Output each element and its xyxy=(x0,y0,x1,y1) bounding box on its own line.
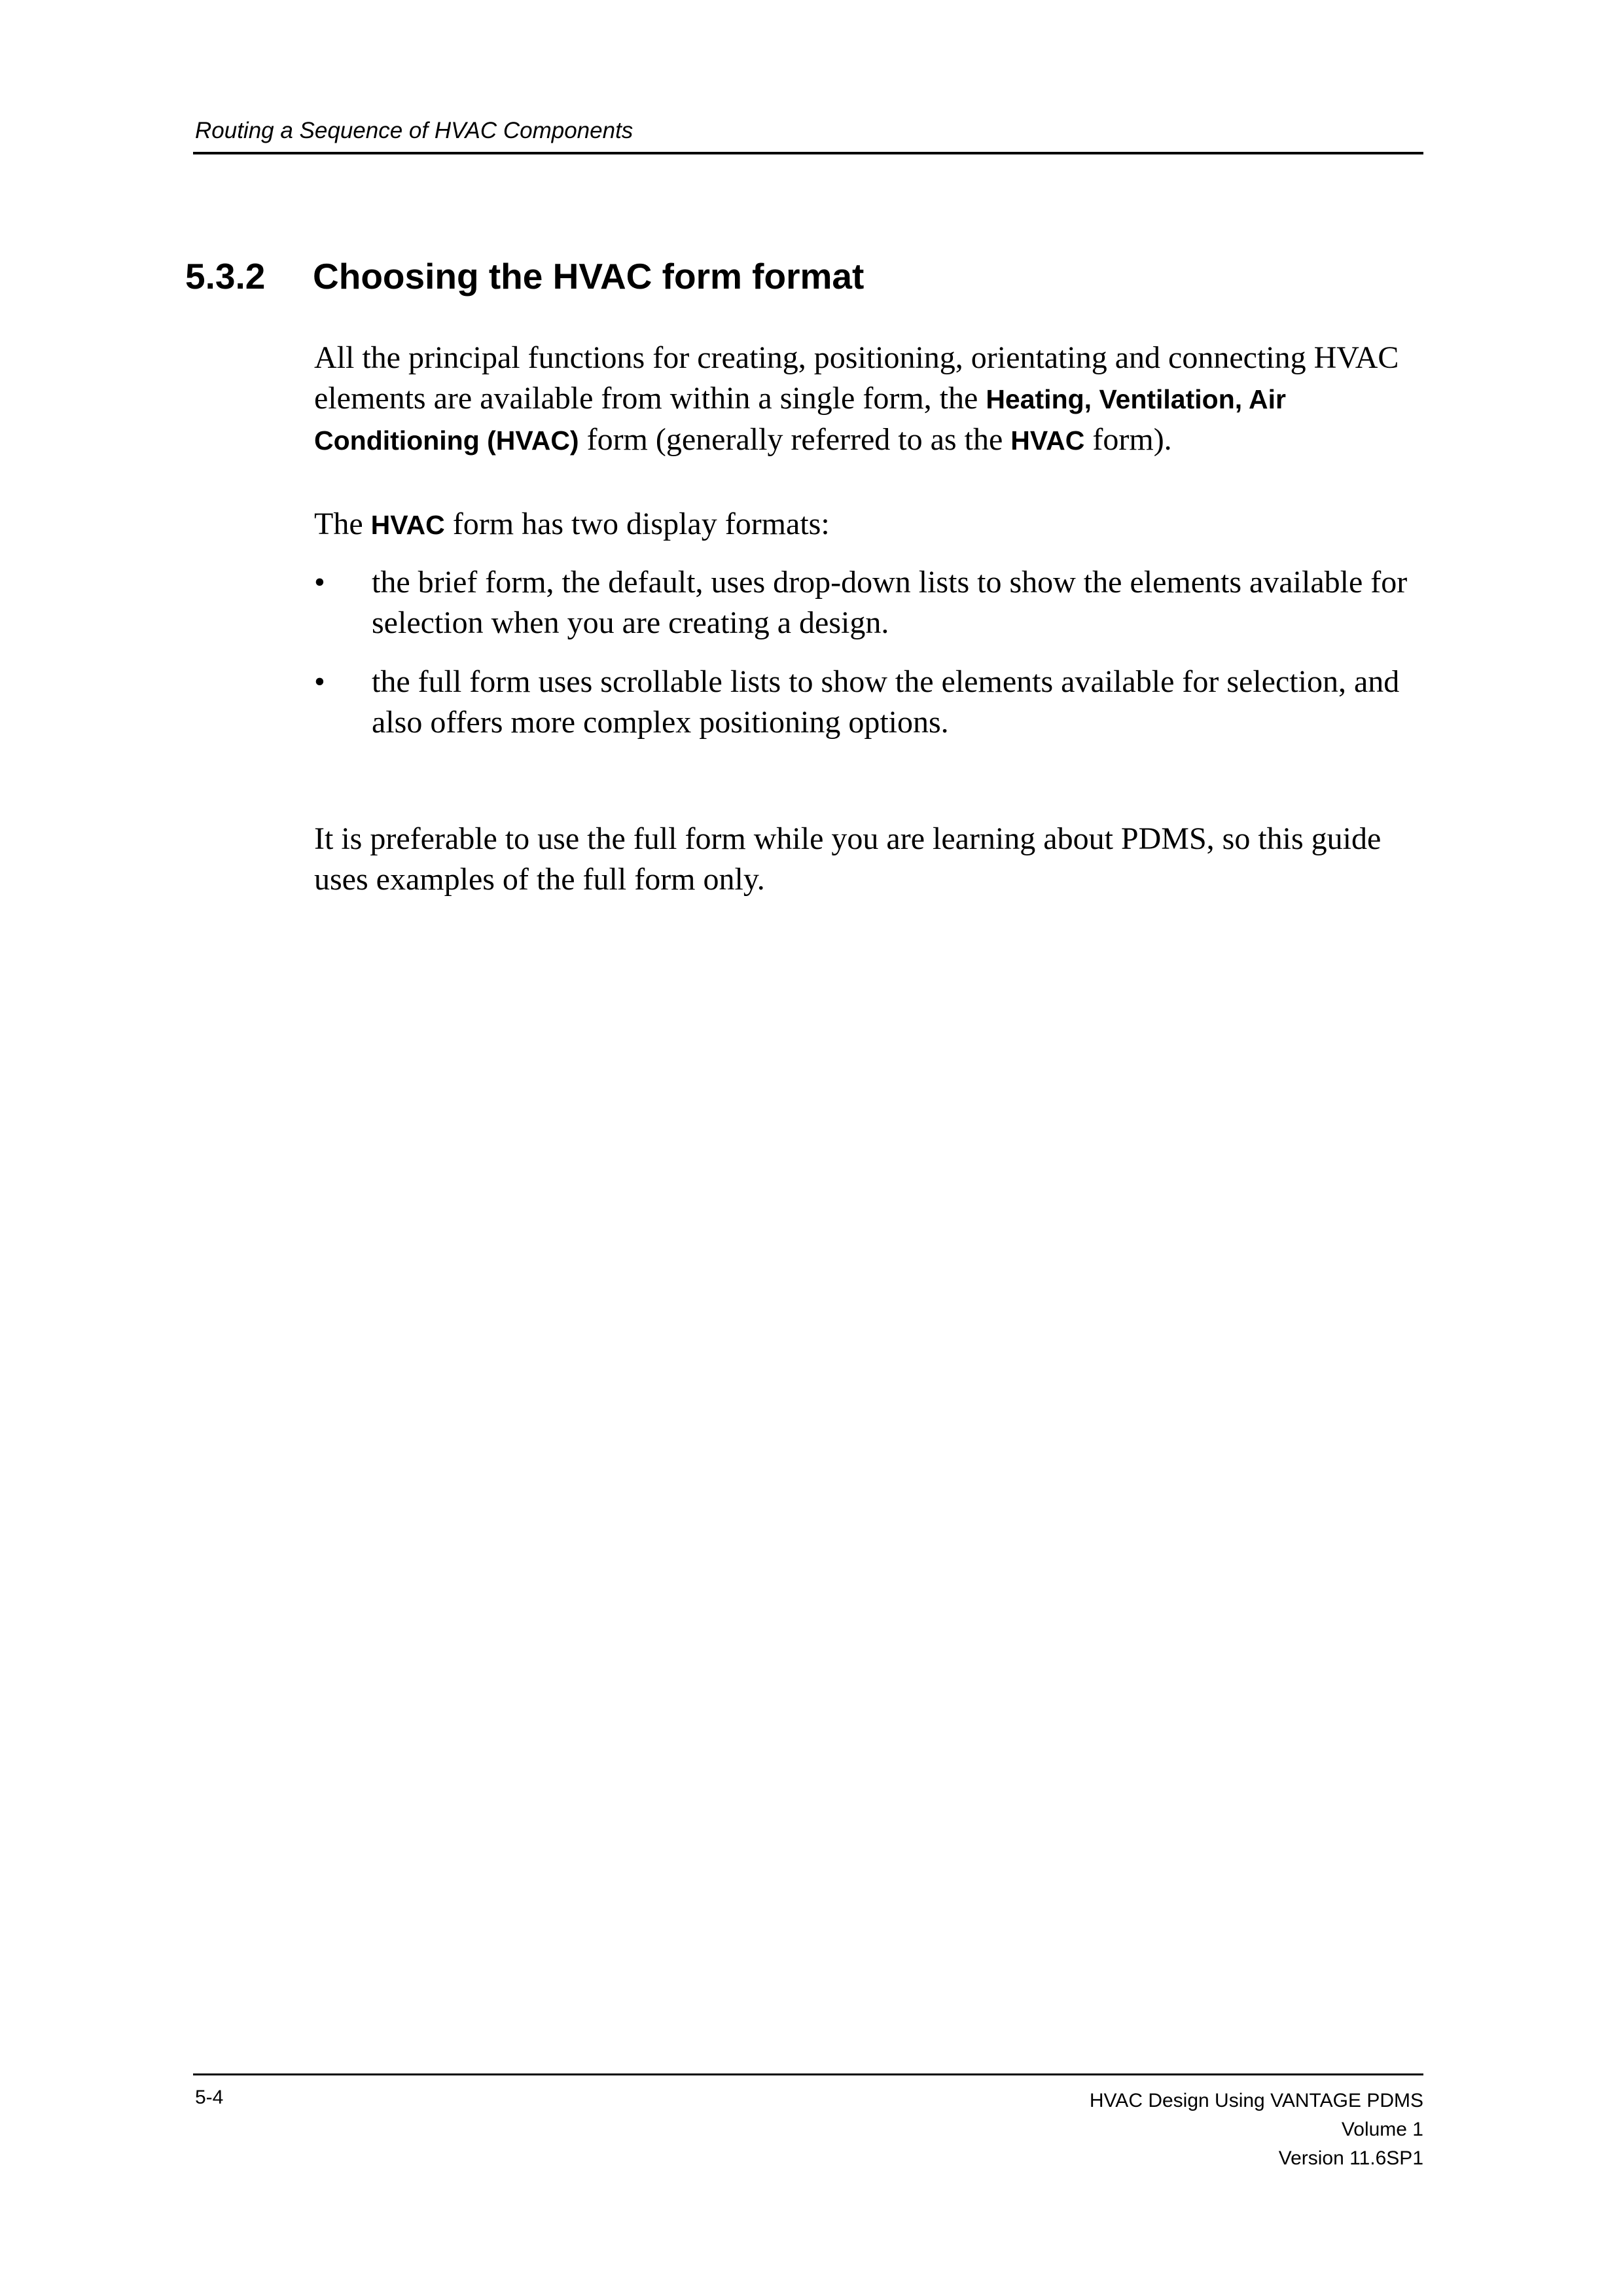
intro-short-name: HVAC xyxy=(1010,425,1085,456)
intro-paragraph xyxy=(314,338,1440,461)
formats-lead-part1: The xyxy=(314,507,371,541)
footer-rule xyxy=(193,2073,1423,2075)
bullet-item-2 xyxy=(314,662,1440,743)
intro-text-part3: form). xyxy=(1084,422,1172,457)
footer-version: Version 11.6SP1 xyxy=(1278,2147,1423,2169)
intro-paragraph-block xyxy=(314,338,1440,461)
section-heading xyxy=(185,254,864,298)
bullet-text: the full form uses scrollable lists to show the elements available for selection, and also offers more complex positioning options. xyxy=(372,664,1400,740)
formats-lead-part2: form has two display formats: xyxy=(444,507,830,541)
intro-text-part2: form (generally referred to as the xyxy=(579,422,1011,457)
closing-paragraph-block xyxy=(314,819,1440,900)
intro-form-name: Heating, Ventilation, Air Conditioning (HVAC) xyxy=(314,384,1286,456)
section-number: 5.3.2 xyxy=(185,256,266,296)
footer-volume: Volume 1 xyxy=(1341,2119,1423,2140)
intro-text-part1: All the principal functions for creating, positioning, orientating and connecting HVAC elements are available from within a single form, the xyxy=(314,340,1399,416)
bullet-icon: • xyxy=(314,565,325,600)
closing-paragraph: It is preferable to use the full form while you are learning about PDMS, so this guide uses examples of the full form only. xyxy=(314,821,1382,897)
footer-book-info xyxy=(1090,2087,1423,2173)
page-number: 5-4 xyxy=(195,2087,224,2108)
list-item xyxy=(314,662,1440,743)
footer-book-title: HVAC Design Using VANTAGE PDMS xyxy=(1089,2090,1423,2111)
section-title: Choosing the HVAC form format xyxy=(313,256,865,296)
formats-lead-block xyxy=(314,504,1440,545)
formats-lead xyxy=(314,504,1440,545)
list-item xyxy=(314,562,1440,643)
bullet-text: the brief form, the default, uses drop-down lists to show the elements available for selection when you are creating a design. xyxy=(372,565,1408,640)
header-rule xyxy=(193,152,1423,154)
running-header: Routing a Sequence of HVAC Components xyxy=(195,118,633,143)
formats-lead-name: HVAC xyxy=(370,510,445,540)
bullet-item-1 xyxy=(314,562,1440,643)
bullet-icon: • xyxy=(314,664,325,699)
